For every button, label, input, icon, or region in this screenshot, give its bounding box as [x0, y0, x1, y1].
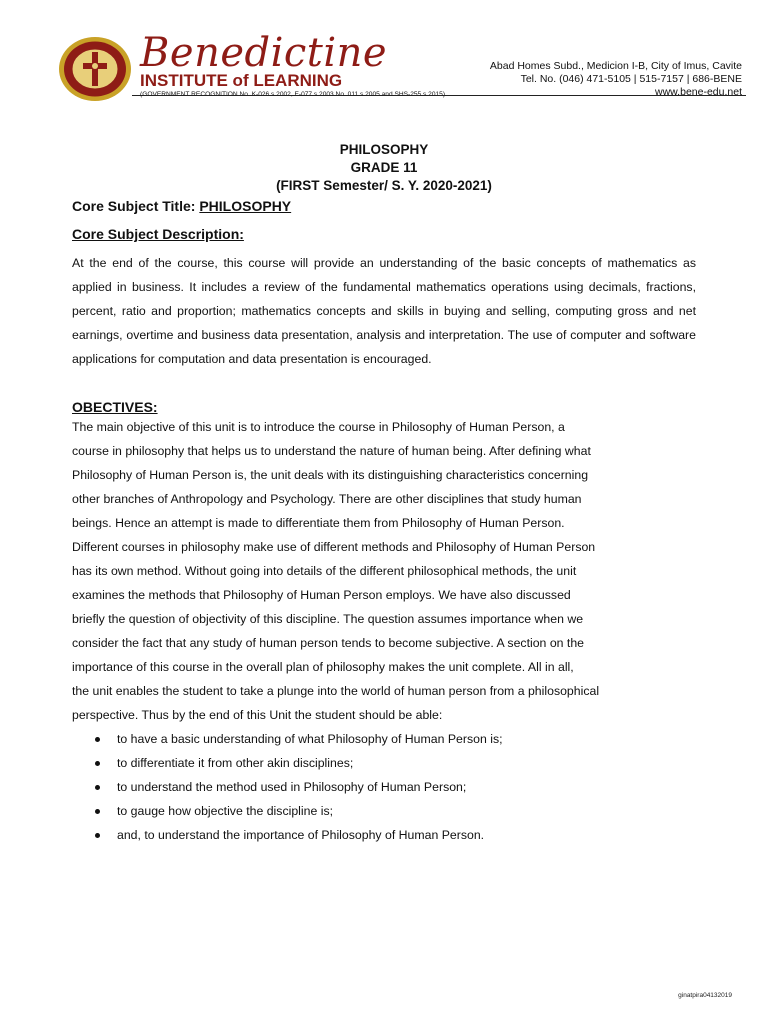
core-subject-title — [72, 198, 291, 214]
bullet-icon — [95, 785, 100, 790]
objectives-line: The main objective of this unit is to introduce the course in Philosophy of Human Person, a — [72, 420, 565, 434]
phone: Tel. No. (046) 471-5105 | 515-7157 | 686-BENE — [520, 73, 742, 85]
objectives-line: Different courses in philosophy make use of different methods and Philosophy of Human Person — [72, 540, 596, 554]
objectives-bullet-list — [95, 727, 695, 847]
bullet-text: to gauge how objective the discipline is; — [117, 804, 334, 818]
core-subject-title-label: Core Subject Title — [72, 198, 191, 214]
seal-logo — [58, 36, 132, 102]
objectives-line: has its own method. Without going into details of the different philosophical methods, the unit — [72, 564, 577, 578]
bullet-text: to understand the method used in Philosophy of Human Person; — [117, 780, 467, 794]
bullet-text: and, to understand the importance of Philosophy of Human Person. — [117, 828, 485, 842]
objectives-line: briefly the question of objectivity of this discipline. The question assumes importance when we — [72, 612, 584, 626]
grade-title: GRADE 11 — [350, 160, 418, 175]
objectives-line: perspective. Thus by the end of this Unit the student should be able: — [72, 708, 443, 722]
list-item — [95, 727, 695, 751]
objectives-line: consider the fact that any study of human person tends to become subjective. A section on the — [72, 636, 585, 650]
bullet-icon — [95, 809, 100, 814]
government-recognition: (GOVERNMENT RECOGNITION No. K-026 s.2002, E-077 s.2003 No. 011 s.2005 and SHS-255 s.2015) — [140, 91, 446, 98]
objectives-paragraph — [72, 415, 692, 727]
core-subject-title-colon: : — [190, 198, 200, 214]
footer-code: ginatpira04132019 — [678, 992, 732, 999]
objectives-line: the unit enables the student to take a plunge into the world of human person from a philosophical — [72, 684, 600, 698]
list-item — [95, 751, 695, 775]
objectives-line: Philosophy of Human Person is, the unit deals with its distinguishing characteristics concerning — [72, 468, 589, 482]
address: Abad Homes Subd., Medicion I-B, City of Imus, Cavite — [489, 60, 742, 72]
bullet-text: to have a basic understanding of what Philosophy of Human Person is; — [117, 732, 503, 746]
bullet-icon — [95, 761, 100, 766]
subject-title: PHILOSOPHY — [339, 142, 429, 157]
header-divider — [132, 95, 746, 96]
objectives-line: course in philosophy that helps us to understand the nature of human being. After defining what — [72, 444, 591, 458]
objectives-line: other branches of Anthropology and Psychology. There are other disciplines that study human — [72, 492, 582, 506]
title-block — [0, 141, 768, 195]
contact-block — [452, 60, 742, 99]
semester-title: (FIRST Semester/ S. Y. 2020-2021) — [276, 178, 492, 193]
list-item — [95, 823, 695, 847]
bullet-icon — [95, 833, 100, 838]
objectives-heading: OBECTIVES: — [72, 399, 158, 415]
core-subject-title-value: PHILOSOPHY — [199, 198, 292, 214]
brand-block — [140, 30, 480, 98]
bullet-icon — [95, 737, 100, 742]
objectives-line: importance of this course in the overall plan of philosophy makes the unit complete. All in all, — [72, 660, 574, 674]
website: www.bene-edu.net — [655, 86, 742, 98]
list-item — [95, 775, 695, 799]
bullet-text: to differentiate it from other akin disciplines; — [117, 756, 354, 770]
core-subject-description: At the end of the course, this course will provide an understanding of the basic concepts of mathematics as applied in business. It includes a review of the fundamental mathematics operations using decimals, fractions, percent, ratio and proportion; mathematics concepts and skills in buying and selling, computing gross and net earnings, overtime and business data presentation, analysis and interpretation. The use of computer and software applications for computation and data presentation is encouraged. — [72, 256, 696, 366]
core-subject-description-heading: Core Subject Description: — [72, 226, 244, 242]
brand-subtitle: INSTITUTE of LEARNING — [140, 71, 343, 90]
brand-name: Benedictine — [140, 30, 388, 76]
objectives-line: beings. Hence an attempt is made to differentiate them from Philosophy of Human Person. — [72, 516, 565, 530]
list-item — [95, 799, 695, 823]
objectives-line: examines the methods that Philosophy of Human Person employs. We have also discussed — [72, 588, 571, 602]
